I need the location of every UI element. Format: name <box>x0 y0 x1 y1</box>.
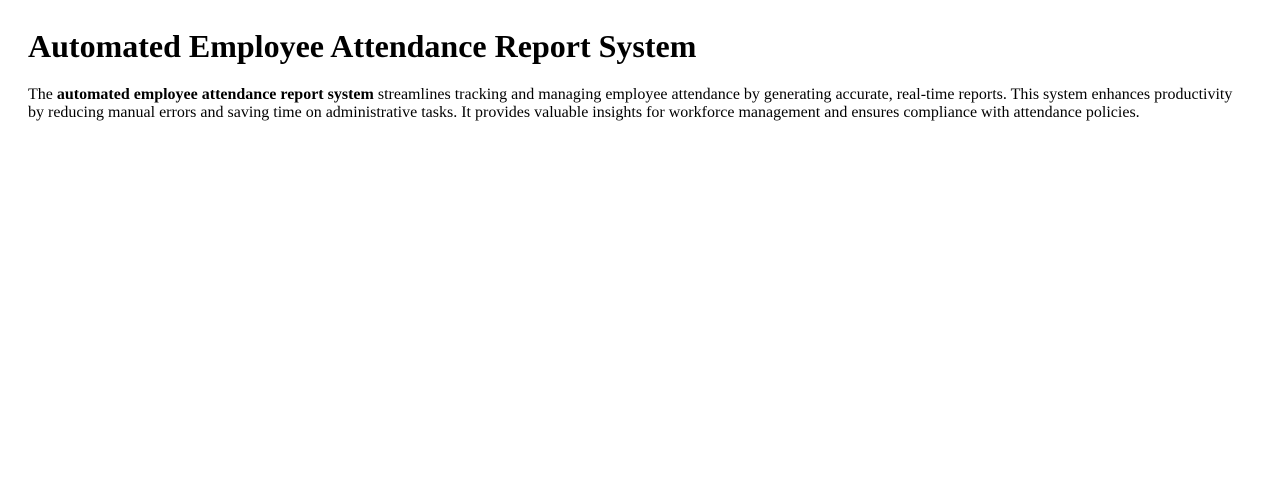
intro-bold-term: automated employee attendance report system <box>56 86 374 103</box>
page-title: Automated Employee Attendance Report System <box>28 28 697 64</box>
intro-lead-text: The <box>28 86 57 103</box>
intro-body-text: streamlines tracking and managing employee attendance by generating accurate, real-time reports. This system enhances productivity by reducing manual errors and saving time on administrative tasks. It provides valuable insights for workforce management and ensures compliance with attendance policies. <box>28 86 1233 121</box>
intro-paragraph <box>28 86 1243 122</box>
